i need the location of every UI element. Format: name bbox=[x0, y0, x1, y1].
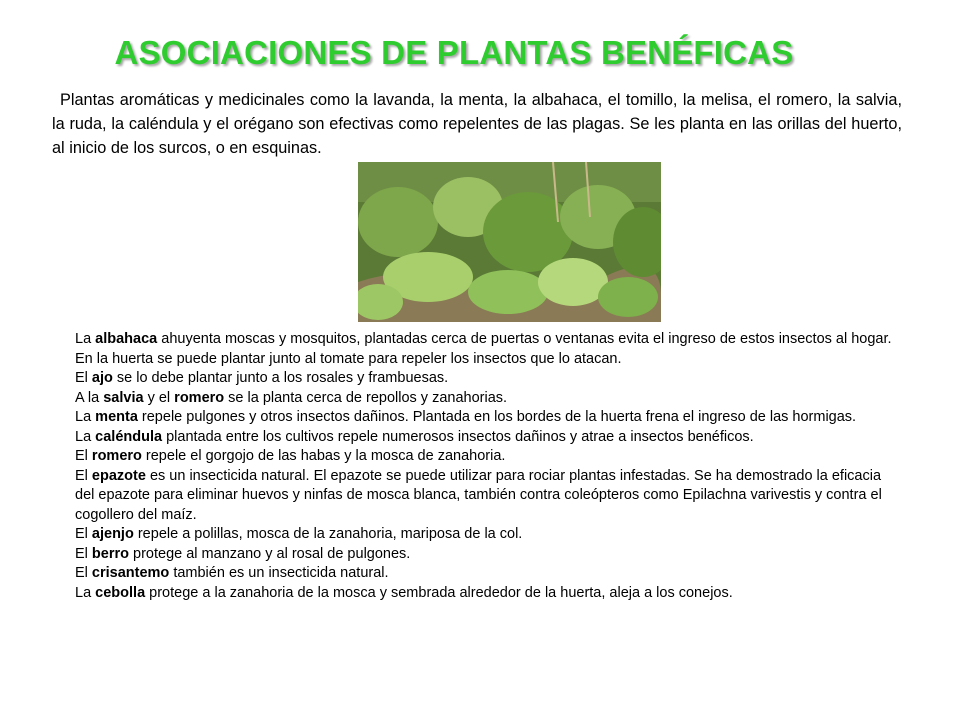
list-item-cebolla: La cebolla protege a la zanahoria de la mosca y sembrada alrededor de la huerta, aleja a los conejos. bbox=[75, 584, 733, 601]
list-item-berro: El berro protege al manzano y al rosal de pulgones. bbox=[75, 545, 411, 562]
page-title: ASOCIACIONES DE PLANTAS BENÉFICAS bbox=[114, 34, 794, 71]
intro-text: Plantas aromáticas y medicinales como la lavanda, la menta, la albahaca, el tomillo, la melisa, el romero, la salvia, la ruda, la caléndula y el orégano son efectivas como repelentes de las plagas. Se les planta en las orillas del huerto, al inicio de los surcos, o en esquinas. bbox=[52, 91, 902, 157]
list-item-menta: La menta repele pulgones y otros insectos dañinos. Plantada en los bordes de la huerta frena el ingreso de las hormigas. bbox=[75, 409, 857, 425]
garden-photo bbox=[358, 162, 661, 322]
list-item-salvia-romero: A la salvia y el romero se la planta cerca de repollos y zanahorias. bbox=[75, 389, 508, 406]
plant-associations-list bbox=[75, 330, 895, 603]
list-item-romero: El romero repele el gorgojo de las habas y la mosca de zanahoria. bbox=[75, 448, 506, 464]
list-item-albahaca: La albahaca ahuyenta moscas y mosquitos, plantadas cerca de puertas o ventanas evita el ingreso de estos insectos al hogar. En la huerta se puede plantar junto al tomate para repeler los insectos que lo atacan. bbox=[75, 331, 892, 367]
list-item-ajenjo: El ajenjo repele a polillas, mosca de la zanahoria, mariposa de la col. bbox=[75, 526, 523, 542]
list-item-calendula: La caléndula plantada entre los cultivos repele numerosos insectos dañinos y atrae a insectos benéficos. bbox=[75, 428, 754, 445]
list-item-epazote: El epazote es un insecticida natural. El epazote se puede utilizar para rociar plantas infestadas. Se ha demostrado la eficacia del epazote para eliminar huevos y ninfas de mosca blanca, también contra coleópteros como Epilachna varivestis y contra el cogollero del maíz. bbox=[75, 467, 882, 523]
intro-paragraph bbox=[52, 88, 902, 160]
list-item-ajo: El ajo se lo debe plantar junto a los rosales y frambuesas. bbox=[75, 370, 449, 386]
garden-photo-illustration bbox=[358, 162, 661, 322]
list-item-crisantemo: El crisantemo también es un insecticida natural. bbox=[75, 565, 389, 581]
